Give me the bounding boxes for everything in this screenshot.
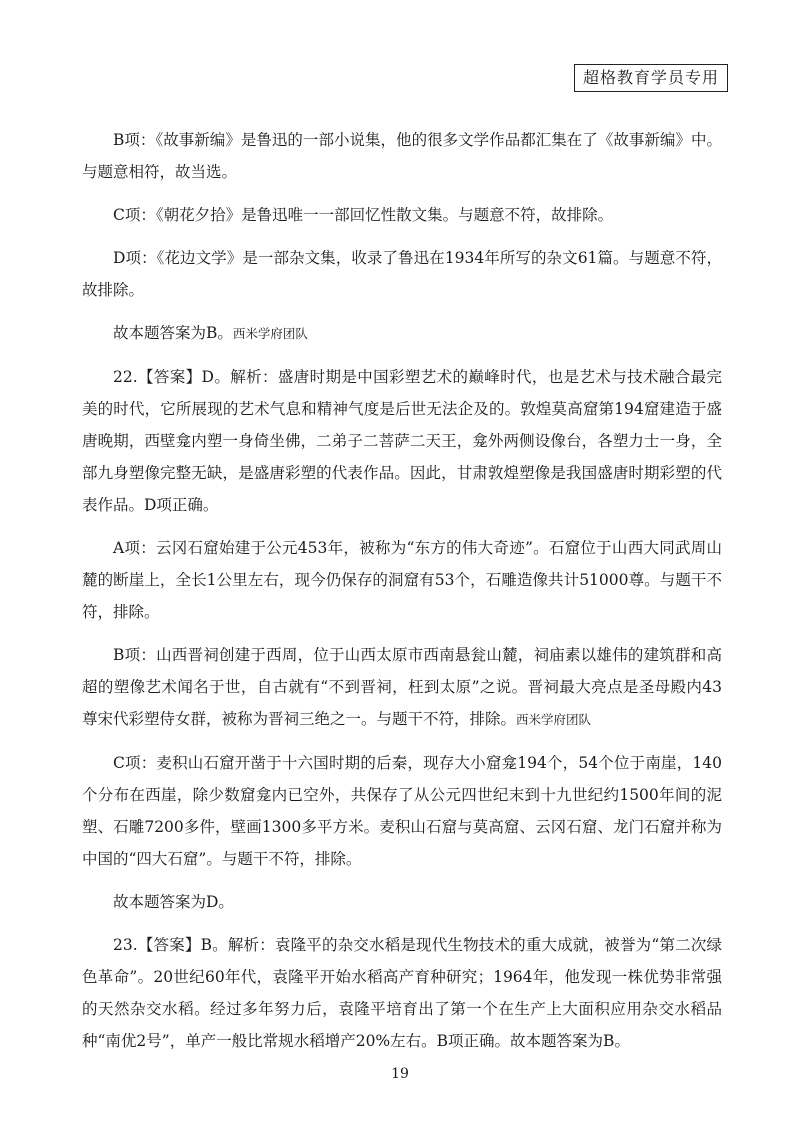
paragraph-answer-22: 故本题答案为D。 <box>113 893 234 911</box>
paragraph-a-yungang: A项：云冈石窟始建于公元453年，被称为“东方的伟大奇迹”。石窟位于山西大同武周山麓的断崖上，全长1公里左右，现今仍保存的洞窟有53个，石雕造像共计51000尊。与题干不符，排除。 <box>82 539 722 621</box>
student-use-stamp: 超格教育学员专用 <box>574 64 728 92</box>
paragraph-question-22: 22.【答案】D。解析：盛唐时期是中国彩塑艺术的巅峰时代，也是艺术与技术融合最完美的时代，它所展现的艺术气息和精神气度是后世无法企及的。敦煌莫高窟第194窟建造于盛唐晚期，西壁龛内塑一身倚坐佛，二弟子二菩萨二天王，龛外两侧设像台，各塑力士一身，全部九身塑像完整无缺，是盛唐彩塑的代表作品。因此，甘肃敦煌塑像是我国盛唐时期彩塑的代表作品。D项正确。 <box>82 368 722 514</box>
paragraph-b-jinci: B项：山西晋祠创建于西周，位于山西太原市西南悬瓮山麓，祠庙素以雄伟的建筑群和高超的塑像艺术闻名于世，自古就有“不到晋祠，枉到太原”之说。晋祠最大亮点是圣母殿内43尊宋代彩塑侍女群，被称为晋祠三绝之一。与题干不符，排除。西米学府团队 <box>82 646 722 728</box>
page-number: 19 <box>391 1066 409 1082</box>
paragraph-b-gushi-xinbian: B项：《故事新编》是鲁迅的一部小说集，他的很多文学作品都汇集在了《故事新编》中。与题意相符，故当选。 <box>82 131 722 181</box>
paragraph-answer-21: 故本题答案为B。西米学府团队 <box>113 324 308 342</box>
answer-explanations <box>82 124 722 1068</box>
paragraph-c-maijishan: C项：麦积山石窟开凿于十六国时期的后秦，现存大小窟龛194个，54个位于南崖，140个分布在西崖，除少数窟龛内已空外，共保存了从公元四世纪末到十九世纪约1500年间的泥塑、石雕7200多件，壁画1300多平方米。麦积山石窟与莫高窟、云冈石窟、龙门石窟并称为中国的“四大石窟”。与题干不符，排除。 <box>82 754 722 868</box>
paragraph-c-zhaohua-xishi: C项：《朝花夕拾》是鲁迅唯一一部回忆性散文集。与题意不符，故排除。 <box>113 206 614 224</box>
watermark-tag: 西米学府团队 <box>516 712 592 727</box>
paragraph-question-23: 23.【答案】B。解析：袁隆平的杂交水稻是现代生物技术的重大成就，被誉为“第二次绿色革命”。20世纪60年代，袁隆平开始水稻高产育种研究；1964年，他发现一株优势非常强的天然杂交水稻。经过多年努力后，袁隆平培育出了第一个在生产上大面积应用杂交水稻品种“南优2号”，单产一般比常规水稻增产20%左右。B项正确。故本题答案为B。 <box>82 936 722 1050</box>
paragraph-d-huabian-wenxue: D项：《花边文学》是一部杂文集，收录了鲁迅在1934年所写的杂文61篇。与题意不符，故排除。 <box>82 249 722 299</box>
watermark-tag: 西米学府团队 <box>232 326 308 341</box>
